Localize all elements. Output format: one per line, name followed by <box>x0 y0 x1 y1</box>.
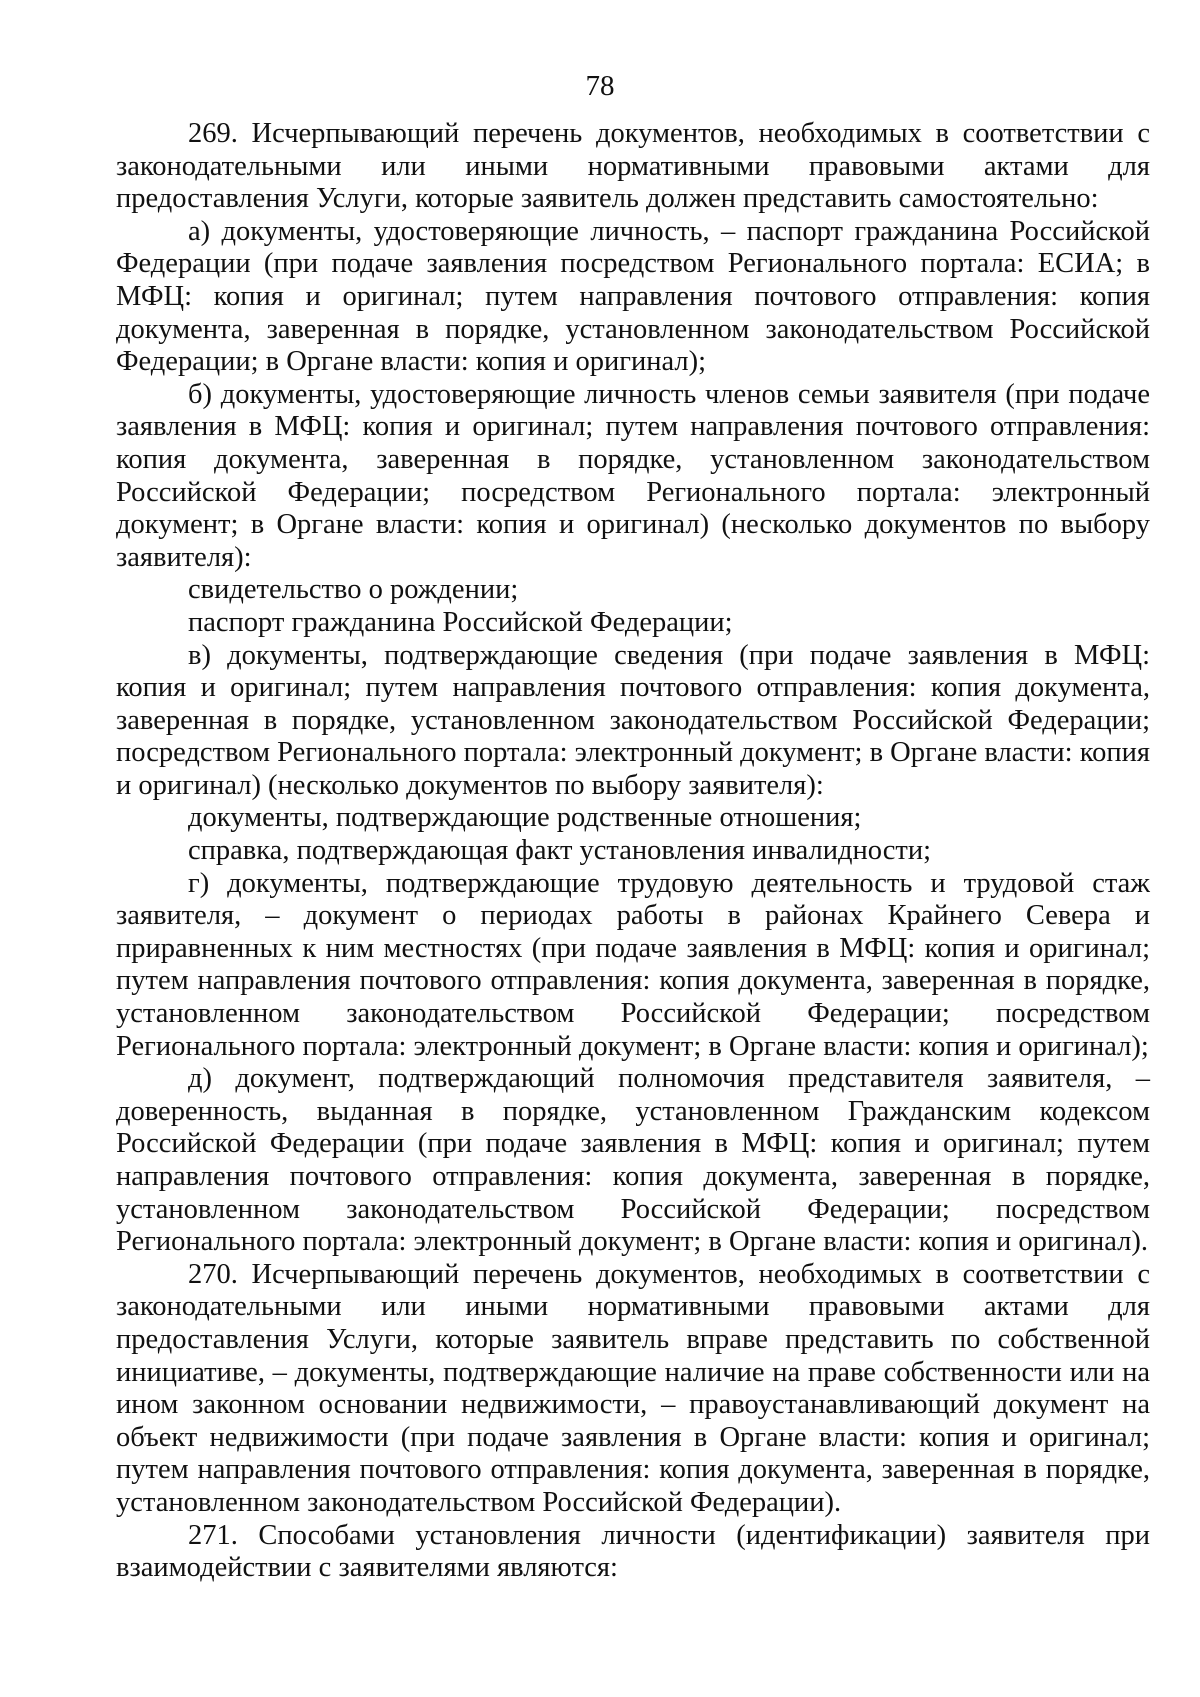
paragraph-269: 269. Исчерпывающий перечень документов, необходимых в соответствии с законодательными или иными нормативными правовыми актами для предоставления Услуги, которые заявитель должен представить самостоятельно: <box>116 118 1150 215</box>
list-item-kinship-documents: документы, подтверждающие родственные отношения; <box>188 802 862 834</box>
paragraph-269-d: д) документ, подтверждающий полномочия представителя заявителя, – доверенность, выданная в порядке, установленном Гражданским кодексом Российской Федерации (при подаче заявления в МФЦ: копия и оригинал; путем направления почтового отправления: копия документа, заверенная в порядке, установленном законодательством Российской Федерации; посредством Регионального портала: электронный документ; в Органе власти: копия и оригинал). <box>116 1063 1150 1258</box>
paragraph-269-v: в) документы, подтверждающие сведения (при подаче заявления в МФЦ: копия и оригинал; путем направления почтового отправления: копия документа, заверенная в порядке, установленном законодательством Российской Федерации; посредством Регионального портала: электронный документ; в Органе власти: копия и оригинал) (несколько документов по выбору заявителя): <box>116 639 1150 801</box>
paragraph-269-a: а) документы, удостоверяющие личность, – паспорт гражданина Российской Федерации (при подаче заявления посредством Регионального портала: ЕСИА; в МФЦ: копия и оригинал; путем направления почтового отправления: копия документа, заверенная в порядке, установленном законодательством Российской Федерации; в Органе власти: копия и оригинал); <box>116 215 1150 378</box>
list-item-passport: паспорт гражданина Российской Федерации; <box>188 606 733 638</box>
list-item-birth-certificate: свидетельство о рождении; <box>188 574 519 606</box>
document-body <box>116 118 1150 1585</box>
paragraph-270: 270. Исчерпывающий перечень документов, необходимых в соответствии с законодательными или иными нормативными правовыми актами для предоставления Услуги, которые заявитель вправе представить по собственной инициативе, – документы, подтверждающие наличие на праве собственности или на ином законном основании недвижимости, – правоустанавливающий документ на объект недвижимости (при подаче заявления в Органе власти: копия и оригинал; путем направления почтового отправления: копия документа, заверенная в порядке, установленном законодательством Российской Федерации). <box>116 1258 1150 1518</box>
list-item-disability-certificate: справка, подтверждающая факт установления инвалидности; <box>188 835 932 867</box>
paragraph-271: 271. Способами установления личности (идентификации) заявителя при взаимодействии с заявителями являются: <box>116 1519 1150 1584</box>
paragraph-269-g: г) документы, подтверждающие трудовую деятельность и трудовой стаж заявителя, – документ о периодах работы в районах Крайнего Севера и приравненных к ним местностях (при подаче заявления в МФЦ: копия и оригинал; путем направления почтового отправления: копия документа, заверенная в порядке, установленном законодательством Российской Федерации; посредством Регионального портала: электронный документ; в Органе власти: копия и оригинал); <box>116 867 1150 1062</box>
page-number: 78 <box>585 70 615 102</box>
paragraph-269-b: б) документы, удостоверяющие личность членов семьи заявителя (при подаче заявления в МФЦ: копия и оригинал; путем направления почтового отправления: копия документа, заверенная в порядке, установленном законодательством Российской Федерации; посредством Регионального портала: электронный документ; в Органе власти: копия и оригинал) (несколько документов по выбору заявителя): <box>116 378 1150 573</box>
